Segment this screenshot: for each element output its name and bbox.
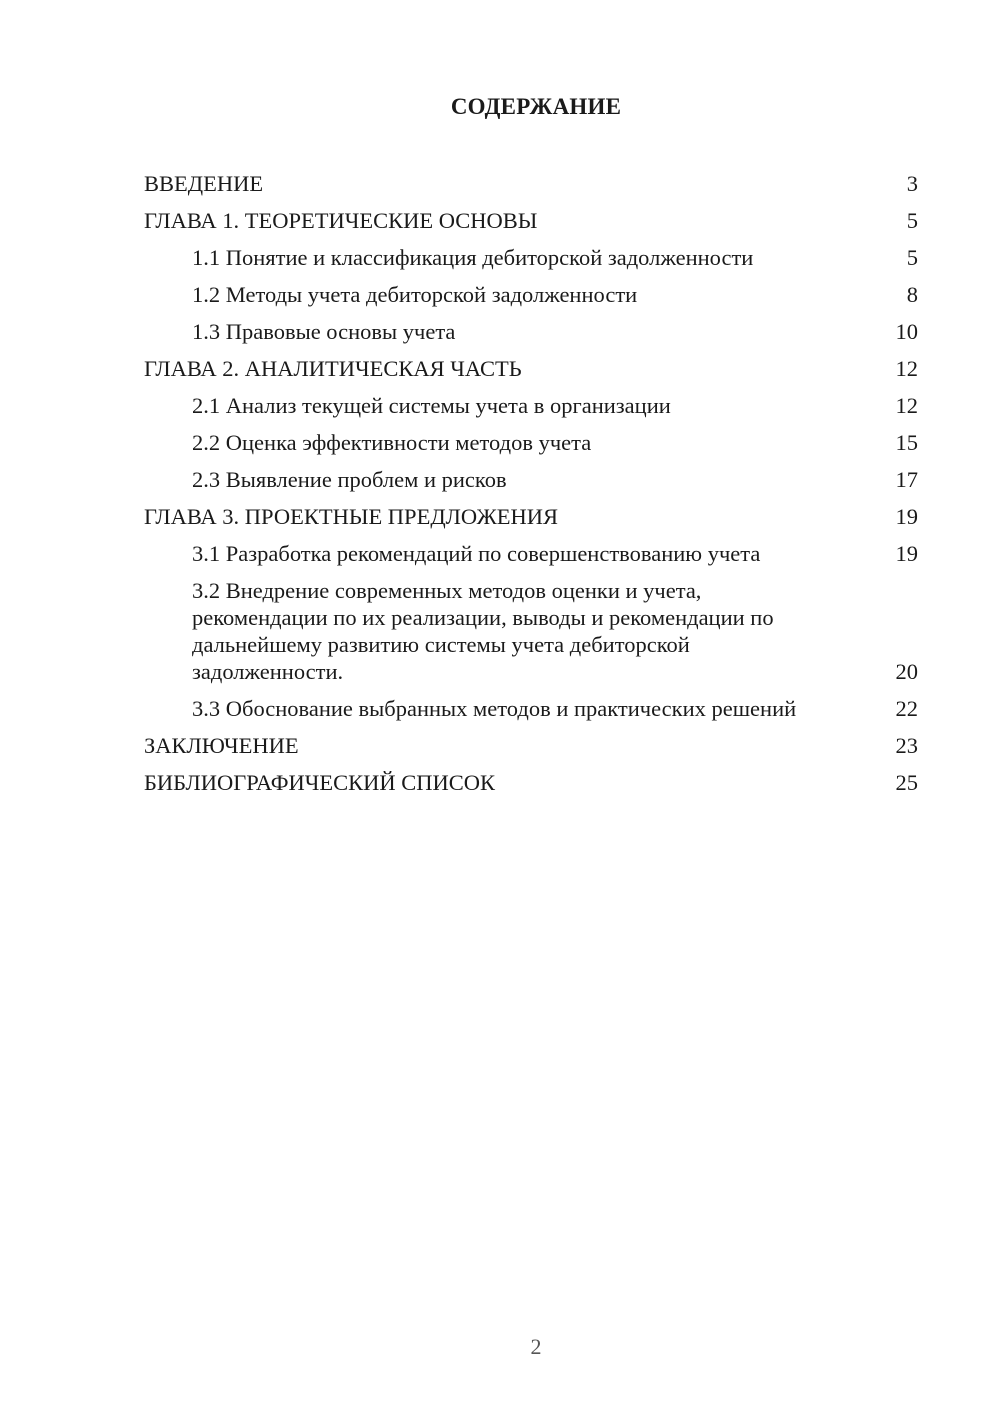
toc-entry-text: 1.3 Правовые основы учета (192, 319, 456, 344)
toc-entry-page: 20 (895, 659, 918, 684)
toc-entry-section-3-3[interactable] (144, 695, 918, 722)
toc-entry-page: 5 (906, 208, 918, 233)
toc-entry-text: 1.2 Методы учета дебиторской задолженности (192, 282, 638, 307)
toc-entry-text: 2.2 Оценка эффективности методов учета (192, 430, 592, 455)
toc-entry-page: 19 (895, 504, 918, 529)
toc-entry-page: 19 (895, 541, 918, 566)
toc-entry-chapter-3[interactable] (144, 503, 918, 530)
toc-entry-page: 12 (895, 356, 918, 381)
toc-entry-text: БИБЛИОГРАФИЧЕСКИЙ СПИСОК (144, 770, 496, 795)
toc-entry-page: 5 (906, 245, 918, 270)
toc-list (144, 170, 918, 806)
toc-entry-text: 2.1 Анализ текущей системы учета в организации (192, 393, 671, 418)
toc-entry-text: 2.3 Выявление проблем и рисков (192, 467, 507, 492)
toc-entry-section-1-2[interactable] (144, 281, 918, 308)
toc-entry-text: 3.3 Обоснование выбранных методов и практических решений (192, 696, 797, 721)
toc-entry-page: 10 (895, 319, 918, 344)
toc-entry-chapter-2[interactable] (144, 355, 918, 382)
toc-entry-page: 15 (895, 430, 918, 455)
toc-entry-page: 3 (906, 171, 918, 196)
toc-entry-text: ЗАКЛЮЧЕНИЕ (144, 733, 299, 758)
toc-entry-section-3-1[interactable] (144, 540, 918, 567)
toc-entry-text: ГЛАВА 2. АНАЛИТИЧЕСКАЯ ЧАСТЬ (144, 356, 522, 381)
toc-entry-section-1-3[interactable] (144, 318, 918, 345)
toc-entry-page: 25 (895, 770, 918, 795)
toc-entry-conclusion[interactable] (144, 732, 918, 759)
toc-entry-page: 17 (895, 467, 918, 492)
toc-entry-text: ГЛАВА 3. ПРОЕКТНЫЕ ПРЕДЛОЖЕНИЯ (144, 504, 559, 529)
toc-entry-text: ВВЕДЕНИЕ (144, 171, 264, 196)
toc-entry-bibliography[interactable] (144, 769, 918, 796)
toc-entry-section-1-1[interactable] (144, 244, 918, 271)
toc-title: СОДЕРЖАНИЕ (450, 94, 622, 119)
toc-entry-page: 22 (895, 696, 918, 721)
toc-entry-page: 23 (895, 733, 918, 758)
toc-entry-page: 12 (895, 393, 918, 418)
toc-entry-section-2-3[interactable] (144, 466, 918, 493)
toc-entry-text: ГЛАВА 1. ТЕОРЕТИЧЕСКИЕ ОСНОВЫ (144, 208, 538, 233)
page-number: 2 (530, 1334, 542, 1359)
toc-entry-section-3-2[interactable] (144, 577, 918, 685)
toc-entry-text: 3.1 Разработка рекомендаций по совершенствованию учета (192, 541, 761, 566)
toc-entry-page: 8 (906, 282, 918, 307)
toc-entry-text: 1.1 Понятие и классификация дебиторской задолженности (192, 245, 754, 270)
toc-entry-introduction[interactable] (144, 170, 918, 197)
toc-entry-section-2-2[interactable] (144, 429, 918, 456)
toc-entry-chapter-1[interactable] (144, 207, 918, 234)
toc-entry-text: 3.2 Внедрение современных методов оценки и учета, рекомендации по их реализации, выводы и рекомендации по дальнейшему развитию системы учета дебиторской задолженности. (192, 578, 774, 684)
toc-entry-section-2-1[interactable] (144, 392, 918, 419)
